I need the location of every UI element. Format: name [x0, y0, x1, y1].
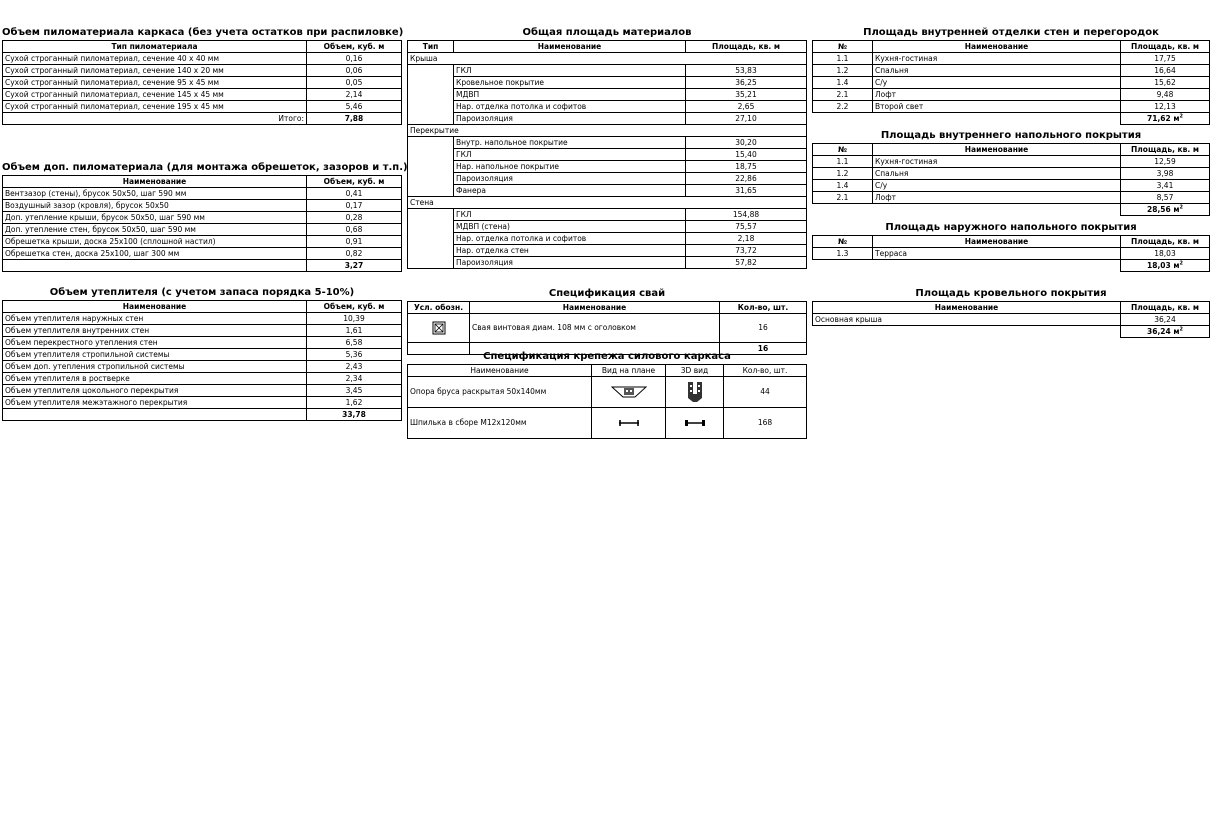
cell: Объем доп. утепления стропильной системы	[3, 361, 307, 373]
total-row	[813, 326, 1210, 338]
cell: Второй свет	[873, 101, 1121, 113]
table-row	[3, 397, 402, 409]
cell: Нар. отделка потолка и софитов	[454, 101, 686, 113]
cell: 0,05	[307, 77, 402, 89]
cell: 8,57	[1121, 192, 1210, 204]
cell: 36,24	[1121, 314, 1210, 326]
total-text: 18,03 м	[1147, 261, 1180, 270]
cell: 1.4	[813, 77, 873, 89]
cell: 10,39	[307, 313, 402, 325]
table-row	[408, 221, 807, 233]
cell: С/у	[873, 77, 1121, 89]
cell: 31,65	[686, 185, 807, 197]
table-row	[3, 101, 402, 113]
lumber-frame-table	[2, 26, 402, 125]
cell: 2,65	[686, 101, 807, 113]
table-row	[408, 149, 807, 161]
table-body	[812, 143, 1210, 216]
col-header: Площадь, кв. м	[1121, 302, 1210, 314]
cell: Шпилька в сборе М12х120мм	[408, 408, 592, 439]
table-body	[2, 300, 402, 421]
table-row	[813, 248, 1210, 260]
cell: 3,98	[1121, 168, 1210, 180]
cell: 53,83	[686, 65, 807, 77]
table-row	[3, 224, 402, 236]
cell: Объем утеплителя стропильной системы	[3, 349, 307, 361]
table-body	[2, 40, 402, 125]
cell: 1.1	[813, 53, 873, 65]
table-title: Площадь внутренней отделки стен и перегородок	[863, 27, 1159, 38]
col-header: Наименование	[813, 302, 1121, 314]
cell: 12,59	[1121, 156, 1210, 168]
cell: Воздушный зазор (кровля), брусок 50х50	[3, 200, 307, 212]
table-body	[407, 301, 807, 355]
total-row	[813, 260, 1210, 272]
table-row	[813, 192, 1210, 204]
col-header: Площадь, кв. м	[686, 41, 807, 53]
total-value	[1121, 260, 1210, 272]
stud-plan-icon	[617, 419, 641, 427]
cell: 2.2	[813, 101, 873, 113]
cell: 2,34	[307, 373, 402, 385]
table-row	[813, 180, 1210, 192]
pile-symbol-icon	[432, 321, 446, 335]
col-header: Наименование	[873, 236, 1121, 248]
cell: Кровельное покрытие	[454, 77, 686, 89]
table-row	[3, 77, 402, 89]
cell: Сухой строганный пиломатериал, сечение 40 х 40 мм	[3, 53, 307, 65]
table-title: Общая площадь материалов	[522, 27, 692, 38]
col-header: 3D вид	[666, 365, 724, 377]
cell: Пароизоляция	[454, 257, 686, 269]
cell: 0,06	[307, 65, 402, 77]
cell: 1,61	[307, 325, 402, 337]
cell	[813, 204, 873, 216]
outer-floor-table	[812, 221, 1210, 272]
table-row	[3, 337, 402, 349]
cell: Сухой строганный пиломатериал, сечение 145 х 45 мм	[3, 89, 307, 101]
cell: ГКЛ	[454, 65, 686, 77]
cell: 44	[724, 377, 807, 408]
cell: 5,36	[307, 349, 402, 361]
cell: Основная крыша	[813, 314, 1121, 326]
cell	[408, 209, 454, 269]
table-row	[408, 314, 807, 343]
col-header: Наименование	[873, 144, 1121, 156]
unit-superscript: 2	[1179, 113, 1183, 120]
cell	[408, 137, 454, 197]
table-title: Площадь наружного напольного покрытия	[885, 222, 1137, 233]
col-header: Объем, куб. м	[307, 41, 402, 53]
table-row	[408, 89, 807, 101]
cell: 0,41	[307, 188, 402, 200]
col-header: Кол-во, шт.	[720, 302, 807, 314]
table-body	[812, 235, 1210, 272]
table-body	[812, 40, 1210, 125]
group-row	[408, 53, 807, 65]
cell	[813, 326, 1121, 338]
table-body	[812, 301, 1210, 338]
cell: 22,86	[686, 173, 807, 185]
table-row	[813, 53, 1210, 65]
cell: 30,20	[686, 137, 807, 149]
plan-view-cell	[592, 377, 666, 408]
total-row	[813, 113, 1210, 125]
total-value: 3,27	[307, 260, 402, 272]
cell	[873, 204, 1121, 216]
cell: 57,82	[686, 257, 807, 269]
stud-3d-icon	[683, 419, 707, 427]
cell: Опора бруса раскрытая 50х140мм	[408, 377, 592, 408]
3d-view-cell	[666, 408, 724, 439]
table-row	[3, 236, 402, 248]
cell: Пароизоляция	[454, 173, 686, 185]
col-header: Площадь, кв. м	[1121, 41, 1210, 53]
cell: Свая винтовая диам. 108 мм с оголовком	[470, 314, 720, 343]
col-header: Объем, куб. м	[307, 176, 402, 188]
cell: Сухой строганный пиломатериал, сечение 140 х 20 мм	[3, 65, 307, 77]
cell: 1.4	[813, 180, 873, 192]
extra-lumber-table	[2, 161, 408, 272]
table-body	[2, 175, 402, 272]
cell: 2.1	[813, 89, 873, 101]
table-title: Площадь внутреннего напольного покрытия	[880, 130, 1142, 141]
cell	[873, 113, 1121, 125]
total-value: 7,88	[307, 113, 402, 125]
table-row	[3, 248, 402, 260]
cell: Внутр. напольное покрытие	[454, 137, 686, 149]
cell: Терраса	[873, 248, 1121, 260]
table-row	[408, 245, 807, 257]
group-label: Перекрытие	[408, 125, 807, 137]
unit-superscript: 2	[1179, 204, 1183, 211]
cell: Нар. отделка стен	[454, 245, 686, 257]
cell: 15,40	[686, 149, 807, 161]
cell: 168	[724, 408, 807, 439]
cell: МДВП	[454, 89, 686, 101]
cell	[813, 113, 873, 125]
table-row	[3, 385, 402, 397]
table-body	[407, 364, 807, 439]
table-row	[408, 77, 807, 89]
cell: ГКЛ	[454, 149, 686, 161]
cell: Объем утеплителя цокольного перекрытия	[3, 385, 307, 397]
total-row	[3, 260, 402, 272]
table-row	[3, 200, 402, 212]
cell: 2,14	[307, 89, 402, 101]
cell: 16,64	[1121, 65, 1210, 77]
table-row	[3, 373, 402, 385]
table-row	[408, 65, 807, 77]
total-text: 36,24 м	[1147, 327, 1180, 336]
cell: ГКЛ	[454, 209, 686, 221]
cell: 3,41	[1121, 180, 1210, 192]
table-row	[813, 89, 1210, 101]
cell	[3, 260, 307, 272]
cell: Кухня-гостиная	[873, 156, 1121, 168]
cell: Сухой строганный пиломатериал, сечение 195 х 45 мм	[3, 101, 307, 113]
col-header: №	[813, 41, 873, 53]
group-label: Крыша	[408, 53, 807, 65]
cell: С/у	[873, 180, 1121, 192]
table-row	[408, 173, 807, 185]
cell: Объем перекрестного утепления стен	[3, 337, 307, 349]
col-header: Наименование	[408, 365, 592, 377]
cell: Вентзазор (стены), брусок 50х50, шаг 590 мм	[3, 188, 307, 200]
cell: 73,72	[686, 245, 807, 257]
cell: Лофт	[873, 89, 1121, 101]
cell: 18,03	[1121, 248, 1210, 260]
table-row	[3, 212, 402, 224]
cell: 1,62	[307, 397, 402, 409]
cell: 5,46	[307, 101, 402, 113]
total-row	[813, 204, 1210, 216]
fasteners-spec-table	[407, 350, 807, 439]
total-value	[1121, 204, 1210, 216]
cell: 6,58	[307, 337, 402, 349]
table-row	[813, 156, 1210, 168]
table-title: Спецификация свай	[548, 288, 666, 299]
col-header: Наименование	[470, 302, 720, 314]
cell: Объем утеплителя в ростверке	[3, 373, 307, 385]
total-row	[3, 409, 402, 421]
group-label: Стена	[408, 197, 807, 209]
roof-area-table	[812, 287, 1210, 338]
cell: 2,43	[307, 361, 402, 373]
cell: 154,88	[686, 209, 807, 221]
cell: 1.3	[813, 248, 873, 260]
table-row	[408, 377, 807, 408]
table-row	[813, 168, 1210, 180]
cell: 2.1	[813, 192, 873, 204]
cell: Нар. отделка потолка и софитов	[454, 233, 686, 245]
table-row	[3, 361, 402, 373]
unit-superscript: 2	[1179, 326, 1183, 333]
col-header: Площадь, кв. м	[1121, 236, 1210, 248]
insulation-table	[2, 286, 402, 421]
cell: Объем утеплителя внутренних стен	[3, 325, 307, 337]
table-title: Площадь кровельного покрытия	[915, 288, 1107, 299]
col-header: Тип	[408, 41, 454, 53]
col-header: Кол-во, шт.	[724, 365, 807, 377]
cell: Доп. утепление стен, брусок 50х50, шаг 590 мм	[3, 224, 307, 236]
table-title: Объем пиломатериала каркаса (без учета остатков при распиловке)	[2, 27, 404, 38]
total-row	[3, 113, 402, 125]
cell: Объем утеплителя наружных стен	[3, 313, 307, 325]
cell: 1.1	[813, 156, 873, 168]
cell: 0,91	[307, 236, 402, 248]
col-header: Наименование	[3, 301, 307, 313]
table-row	[3, 349, 402, 361]
total-value	[1121, 113, 1210, 125]
unit-superscript: 2	[1179, 260, 1183, 267]
cell	[3, 409, 307, 421]
total-text: 71,62 м	[1147, 114, 1180, 123]
table-row	[408, 257, 807, 269]
table-row	[813, 314, 1210, 326]
cell: 18,75	[686, 161, 807, 173]
table-row	[3, 188, 402, 200]
inner-floor-table	[812, 129, 1210, 216]
total-value: 16	[720, 343, 807, 355]
cell: 36,25	[686, 77, 807, 89]
cell: Обрешетка крыши, доска 25х100 (сплошной настил)	[3, 236, 307, 248]
cell: 0,16	[307, 53, 402, 65]
group-row	[408, 197, 807, 209]
table-row	[813, 65, 1210, 77]
table-row	[3, 53, 402, 65]
col-header: Наименование	[873, 41, 1121, 53]
table-row	[408, 408, 807, 439]
col-header: Объем, куб. м	[307, 301, 402, 313]
cell	[813, 260, 873, 272]
3d-view-cell	[666, 377, 724, 408]
cell: 0,28	[307, 212, 402, 224]
cell: 75,57	[686, 221, 807, 233]
cell: 12,13	[1121, 101, 1210, 113]
cell: Пароизоляция	[454, 113, 686, 125]
cell: 9,48	[1121, 89, 1210, 101]
piles-spec-table	[407, 287, 807, 355]
table-title: Объем утеплителя (с учетом запаса порядка 5-10%)	[49, 287, 355, 298]
table-body	[407, 40, 807, 269]
table-row	[3, 89, 402, 101]
materials-area-table	[407, 26, 807, 269]
table-row	[408, 185, 807, 197]
col-header: Наименование	[3, 176, 307, 188]
table-row	[3, 65, 402, 77]
col-header: Тип пиломатериала	[3, 41, 307, 53]
col-header: №	[813, 144, 873, 156]
cell: Нар. напольное покрытие	[454, 161, 686, 173]
total-label: Итого:	[3, 113, 307, 125]
cell: Спальня	[873, 168, 1121, 180]
cell: Обрешетка стен, доска 25х100, шаг 300 мм	[3, 248, 307, 260]
cell: 0,82	[307, 248, 402, 260]
beam-support-3d-icon	[685, 380, 705, 404]
table-row	[408, 161, 807, 173]
cell: Спальня	[873, 65, 1121, 77]
cell: 2,18	[686, 233, 807, 245]
cell: 1.2	[813, 65, 873, 77]
cell: 0,68	[307, 224, 402, 236]
cell: 17,75	[1121, 53, 1210, 65]
table-row	[3, 313, 402, 325]
cell	[408, 65, 454, 125]
cell: Фанера	[454, 185, 686, 197]
group-row	[408, 125, 807, 137]
cell	[873, 260, 1121, 272]
cell: Сухой строганный пиломатериал, сечение 95 х 45 мм	[3, 77, 307, 89]
table-row	[408, 137, 807, 149]
table-title: Объем доп. пиломатериала (для монтажа обрешеток, зазоров и т.п.)	[2, 162, 408, 173]
table-title: Спецификация крепежа силового каркаса	[483, 351, 731, 362]
col-header: №	[813, 236, 873, 248]
table-row	[813, 77, 1210, 89]
table-row	[813, 101, 1210, 113]
cell: 3,45	[307, 385, 402, 397]
cell: Кухня-гостиная	[873, 53, 1121, 65]
cell: 1.2	[813, 168, 873, 180]
cell: 15,62	[1121, 77, 1210, 89]
cell: МДВП (стена)	[454, 221, 686, 233]
total-value	[1121, 326, 1210, 338]
wall-finish-table	[812, 26, 1210, 125]
col-header: Площадь, кв. м	[1121, 144, 1210, 156]
plan-view-cell	[592, 408, 666, 439]
cell: Объем утеплителя межэтажного перекрытия	[3, 397, 307, 409]
pile-symbol-cell	[408, 314, 470, 343]
cell: 0,17	[307, 200, 402, 212]
col-header: Наименование	[454, 41, 686, 53]
cell: 35,21	[686, 89, 807, 101]
col-header: Усл. обозн.	[408, 302, 470, 314]
cell: 27,10	[686, 113, 807, 125]
total-text: 28,56 м	[1147, 205, 1180, 214]
table-row	[408, 233, 807, 245]
cell: Лофт	[873, 192, 1121, 204]
cell: 16	[720, 314, 807, 343]
table-row	[3, 325, 402, 337]
total-value: 33,78	[307, 409, 402, 421]
table-row	[408, 113, 807, 125]
col-header: Вид на плане	[592, 365, 666, 377]
cell: Доп. утепление крыши, брусок 50х50, шаг 590 мм	[3, 212, 307, 224]
beam-support-plan-icon	[611, 385, 647, 399]
table-row	[408, 209, 807, 221]
table-row	[408, 101, 807, 113]
